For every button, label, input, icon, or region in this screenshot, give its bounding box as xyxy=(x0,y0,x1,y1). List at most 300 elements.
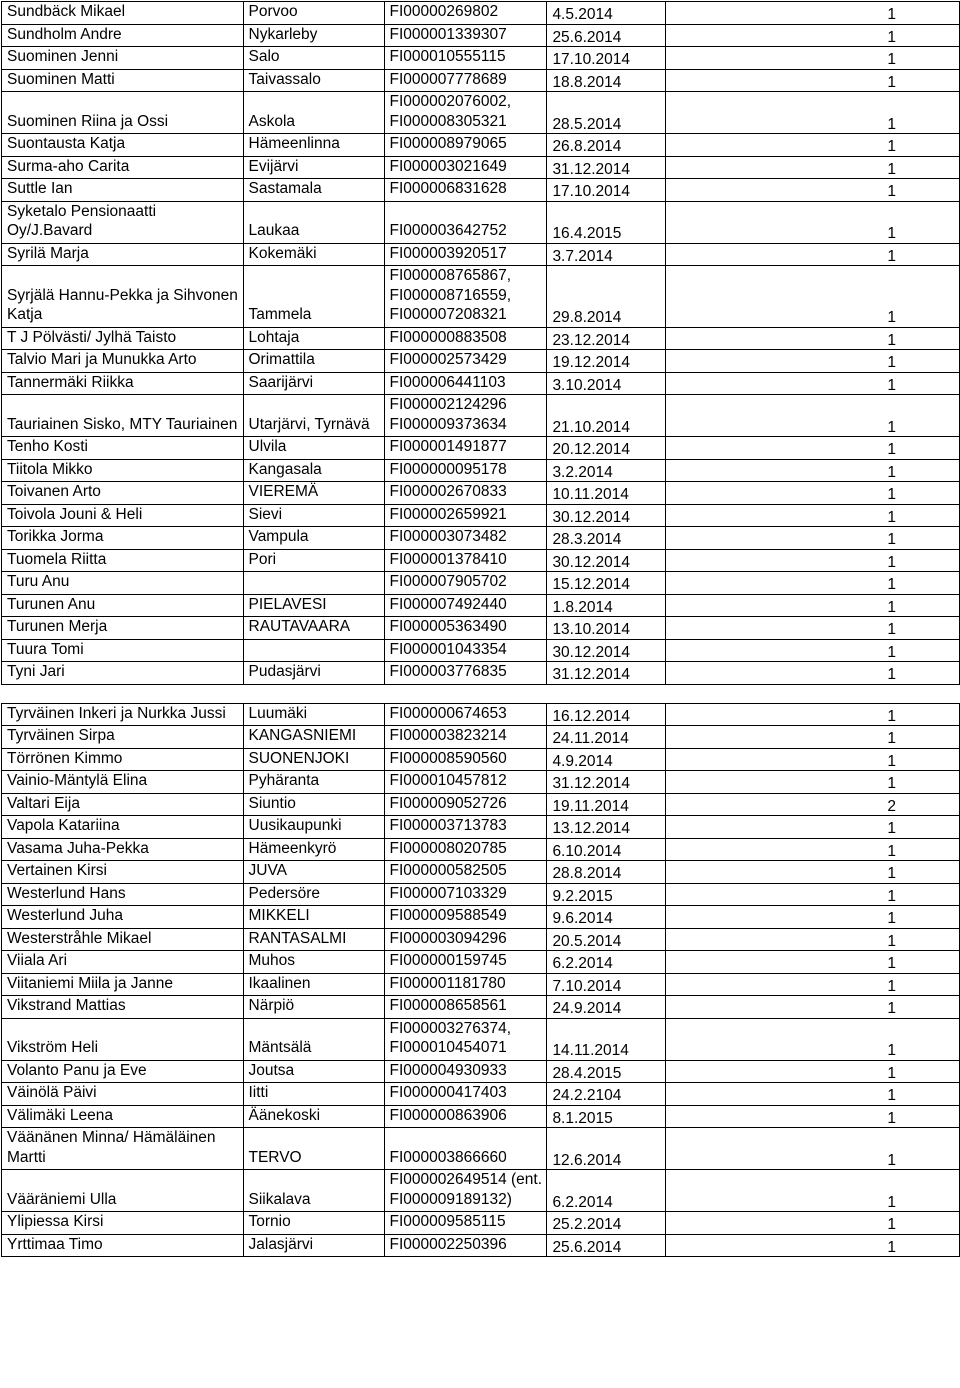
id-code-cell xyxy=(384,372,547,395)
municipality-cell xyxy=(243,703,384,726)
municipality-cell xyxy=(243,639,384,662)
id-code-cell xyxy=(384,549,547,572)
municipality-cell xyxy=(243,156,384,179)
id-code-text: FI000001491877 xyxy=(389,438,507,455)
owner-name-text: Tannermäki Riikka xyxy=(7,373,134,391)
count-cell xyxy=(666,156,960,179)
count-cell xyxy=(666,906,960,929)
table-row xyxy=(2,639,960,662)
municipality-cell xyxy=(243,1060,384,1083)
id-code-cell xyxy=(384,1170,547,1212)
owner-name-text: Turunen Anu xyxy=(7,595,96,613)
municipality-text: Iitti xyxy=(248,1084,269,1101)
id-code-text: FI000003920517 xyxy=(389,244,507,262)
owner-name-cell xyxy=(2,928,244,951)
owner-name-cell xyxy=(2,816,244,839)
municipality-text: Ikaalinen xyxy=(248,974,311,992)
municipality-text: KANGASNIEMI xyxy=(248,727,357,744)
date-text: 28.8.2014 xyxy=(552,865,622,882)
municipality-text: SUONENJOKI xyxy=(248,749,350,767)
municipality-cell xyxy=(243,726,384,749)
table-body xyxy=(2,2,960,1257)
id-code-cell xyxy=(384,838,547,861)
date-cell xyxy=(547,1170,666,1212)
count-cell xyxy=(666,504,960,527)
id-code-cell xyxy=(384,459,547,482)
municipality-text: Taivassalo xyxy=(248,70,321,88)
date-text: 1.8.2014 xyxy=(552,598,613,616)
count-text: 1 xyxy=(887,820,896,837)
owner-name-cell xyxy=(2,861,244,884)
owner-name-cell xyxy=(2,748,244,771)
owner-name-text: Toivanen Arto xyxy=(7,483,101,500)
count-text: 1 xyxy=(887,1087,896,1104)
count-text: 1 xyxy=(887,115,896,133)
count-text: 2 xyxy=(887,797,896,815)
table-row xyxy=(2,1018,960,1060)
date-cell xyxy=(547,906,666,929)
id-code-text: FI000009585115 xyxy=(389,1213,506,1230)
municipality-cell xyxy=(243,243,384,266)
date-cell xyxy=(547,482,666,505)
id-code-cell xyxy=(384,996,547,1019)
id-code-text: FI000008020785 xyxy=(389,839,507,857)
date-text: 4.5.2014 xyxy=(552,6,613,23)
id-code-text: FI000002250396 xyxy=(389,1235,507,1253)
owner-name-text: Yrttimaa Timo xyxy=(7,1235,103,1253)
municipality-cell xyxy=(243,372,384,395)
owner-name-cell xyxy=(2,883,244,906)
count-text: 1 xyxy=(887,463,896,481)
date-cell xyxy=(547,572,666,595)
spacer-cell xyxy=(666,684,960,703)
municipality-text: Pori xyxy=(248,550,277,568)
date-text: 16.4.2015 xyxy=(552,225,622,242)
owner-name-cell xyxy=(2,2,244,25)
municipality-cell xyxy=(243,996,384,1019)
owner-name-text: Vapola Katariina xyxy=(7,817,120,834)
owner-name-cell xyxy=(2,47,244,70)
municipality-text: Pedersöre xyxy=(248,884,321,902)
date-text: 24.11.2014 xyxy=(552,730,629,747)
table-row xyxy=(2,662,960,685)
table-row xyxy=(2,594,960,617)
id-code-cell xyxy=(384,973,547,996)
owner-name-cell xyxy=(2,639,244,662)
owner-name-cell xyxy=(2,350,244,373)
date-text: 25.6.2014 xyxy=(552,1238,622,1256)
count-text: 1 xyxy=(887,576,896,593)
id-code-cell xyxy=(384,662,547,685)
id-code-cell xyxy=(384,350,547,373)
table-row xyxy=(2,617,960,640)
date-text: 26.8.2014 xyxy=(552,138,622,155)
date-text: 31.12.2014 xyxy=(552,160,631,178)
municipality-text: Laukaa xyxy=(248,222,300,239)
owner-name-text: Tyrväinen Inkeri ja Nurkka Jussi xyxy=(7,704,226,722)
table-row xyxy=(2,179,960,202)
owner-name-cell xyxy=(2,266,244,328)
date-cell xyxy=(547,703,666,726)
municipality-text: Lohtaja xyxy=(248,328,300,346)
owner-name-text: Surma-aho Carita xyxy=(7,157,130,175)
count-cell xyxy=(666,951,960,974)
count-cell xyxy=(666,372,960,395)
id-code-text: FI000000095178 xyxy=(389,460,507,478)
owner-name-text: Volanto Panu ja Eve xyxy=(7,1061,147,1079)
date-text: 28.3.2014 xyxy=(552,531,622,548)
municipality-cell xyxy=(243,662,384,685)
id-code-text: FI000003276374, FI000010454071 xyxy=(389,1019,512,1056)
count-cell xyxy=(666,1128,960,1170)
date-text: 6.10.2014 xyxy=(552,842,622,860)
municipality-text: Pyhäranta xyxy=(248,772,320,789)
id-code-text: FI000002649514 (ent. FI000009189132) xyxy=(389,1171,543,1208)
date-cell xyxy=(547,996,666,1019)
date-cell xyxy=(547,92,666,134)
count-text: 1 xyxy=(887,887,896,905)
id-code-cell xyxy=(384,703,547,726)
date-cell xyxy=(547,395,666,437)
owner-name-text: Turu Anu xyxy=(7,573,70,590)
owner-name-text: Vainio-Mäntylä Elina xyxy=(7,772,148,789)
municipality-cell xyxy=(243,437,384,460)
table-row xyxy=(2,327,960,350)
count-cell xyxy=(666,395,960,437)
date-cell xyxy=(547,201,666,243)
date-text: 15.12.2014 xyxy=(552,576,631,593)
count-text: 1 xyxy=(887,183,896,200)
municipality-cell xyxy=(243,973,384,996)
municipality-cell xyxy=(243,838,384,861)
date-cell xyxy=(547,1018,666,1060)
id-code-text: FI000008979065 xyxy=(389,135,507,152)
date-text: 16.12.2014 xyxy=(552,707,631,725)
count-cell xyxy=(666,201,960,243)
count-text: 1 xyxy=(887,6,896,23)
municipality-text: Kokemäki xyxy=(248,244,317,262)
owner-name-text: Suontausta Katja xyxy=(7,135,126,152)
id-code-cell xyxy=(384,2,547,25)
table-row xyxy=(2,1060,960,1083)
id-code-text: FI000002573429 xyxy=(389,351,507,368)
id-code-cell xyxy=(384,327,547,350)
count-cell xyxy=(666,662,960,685)
municipality-cell xyxy=(243,459,384,482)
table-row xyxy=(2,1083,960,1106)
id-code-text: FI00000269802 xyxy=(389,3,499,20)
date-text: 28.5.2014 xyxy=(552,115,622,133)
owner-name-cell xyxy=(2,1105,244,1128)
count-cell xyxy=(666,350,960,373)
count-text: 1 xyxy=(887,531,896,548)
id-code-cell xyxy=(384,1234,547,1257)
date-cell xyxy=(547,928,666,951)
municipality-cell xyxy=(243,1212,384,1235)
date-text: 4.9.2014 xyxy=(552,752,613,770)
municipality-cell xyxy=(243,1083,384,1106)
municipality-text: Salo xyxy=(248,48,280,65)
municipality-cell xyxy=(243,594,384,617)
count-text: 1 xyxy=(887,418,896,436)
id-code-cell xyxy=(384,748,547,771)
date-cell xyxy=(547,883,666,906)
count-cell xyxy=(666,1060,960,1083)
date-text: 30.12.2014 xyxy=(552,553,631,571)
owner-name-text: Törrönen Kimmo xyxy=(7,749,123,767)
date-cell xyxy=(547,838,666,861)
municipality-text: RAUTAVAARA xyxy=(248,618,351,635)
id-code-text: FI000009588549 xyxy=(389,907,507,924)
id-code-text: FI000004930933 xyxy=(389,1061,507,1079)
count-text: 1 xyxy=(887,955,896,972)
municipality-cell xyxy=(243,395,384,437)
owner-name-cell xyxy=(2,437,244,460)
table-row xyxy=(2,906,960,929)
id-code-text: FI000008765867, FI000008716559, FI000007208321 xyxy=(389,267,512,323)
municipality-text: PIELAVESI xyxy=(248,595,327,613)
id-code-cell xyxy=(384,1060,547,1083)
count-cell xyxy=(666,69,960,92)
owner-name-text: Vikström Heli xyxy=(7,1039,99,1056)
date-text: 24.2.2104 xyxy=(552,1087,622,1104)
count-text: 1 xyxy=(887,486,896,503)
count-text: 1 xyxy=(887,553,896,571)
date-text: 13.10.2014 xyxy=(552,621,631,638)
municipality-cell xyxy=(243,617,384,640)
date-cell xyxy=(547,726,666,749)
owner-name-text: Westerlund Hans xyxy=(7,884,126,902)
id-code-cell xyxy=(384,47,547,70)
count-cell xyxy=(666,793,960,816)
municipality-text: Tornio xyxy=(248,1213,291,1230)
date-cell xyxy=(547,861,666,884)
owner-name-cell xyxy=(2,1060,244,1083)
table-row xyxy=(2,549,960,572)
owner-name-text: Sundbäck Mikael xyxy=(7,3,126,20)
municipality-cell xyxy=(243,951,384,974)
id-code-cell xyxy=(384,816,547,839)
owner-name-cell xyxy=(2,92,244,134)
municipality-text: Äänekoski xyxy=(248,1106,321,1124)
owner-name-cell xyxy=(2,395,244,437)
count-text: 1 xyxy=(887,225,896,242)
count-text: 1 xyxy=(887,354,896,371)
owner-name-cell xyxy=(2,838,244,861)
date-text: 25.6.2014 xyxy=(552,28,622,46)
count-text: 1 xyxy=(887,598,896,616)
count-text: 1 xyxy=(887,51,896,68)
date-text: 30.12.2014 xyxy=(552,643,631,661)
date-cell xyxy=(547,951,666,974)
id-code-cell xyxy=(384,1128,547,1170)
owner-name-text: Tenho Kosti xyxy=(7,438,88,455)
id-code-cell xyxy=(384,395,547,437)
municipality-cell xyxy=(243,1234,384,1257)
id-code-cell xyxy=(384,156,547,179)
id-code-cell xyxy=(384,951,547,974)
date-cell xyxy=(547,179,666,202)
date-cell xyxy=(547,816,666,839)
date-text: 31.12.2014 xyxy=(552,775,631,792)
id-code-cell xyxy=(384,1212,547,1235)
owner-name-cell xyxy=(2,549,244,572)
date-cell xyxy=(547,594,666,617)
id-code-text: FI000010555115 xyxy=(389,48,506,65)
municipality-text: Uusikaupunki xyxy=(248,817,342,834)
municipality-text: Orimattila xyxy=(248,351,315,368)
date-cell xyxy=(547,243,666,266)
municipality-text: Hämeenlinna xyxy=(248,135,340,152)
owner-name-cell xyxy=(2,482,244,505)
owner-name-text: Tyrväinen Sirpa xyxy=(7,727,115,744)
id-code-text: FI000000674653 xyxy=(389,704,507,722)
count-text: 1 xyxy=(887,1216,896,1233)
date-cell xyxy=(547,793,666,816)
owner-name-cell xyxy=(2,134,244,157)
count-text: 1 xyxy=(887,1109,896,1127)
count-cell xyxy=(666,883,960,906)
owner-name-text: Tiitola Mikko xyxy=(7,460,93,478)
owner-name-cell xyxy=(2,24,244,47)
date-cell xyxy=(547,639,666,662)
owner-name-text: Valtari Eija xyxy=(7,794,80,812)
id-code-cell xyxy=(384,883,547,906)
owner-name-text: Sundholm Andre xyxy=(7,25,122,43)
owner-name-text: Tyni Jari xyxy=(7,663,65,680)
count-cell xyxy=(666,92,960,134)
owner-name-text: Väänänen Minna/ Hämäläinen Martti xyxy=(7,1129,216,1166)
owner-name-text: Tuomela Riitta xyxy=(7,550,107,568)
spacer-cell xyxy=(243,684,384,703)
owner-name-cell xyxy=(2,703,244,726)
count-cell xyxy=(666,1018,960,1060)
count-cell xyxy=(666,437,960,460)
owner-name-cell xyxy=(2,1083,244,1106)
id-code-cell xyxy=(384,243,547,266)
date-cell xyxy=(547,266,666,328)
municipality-cell xyxy=(243,92,384,134)
date-text: 14.11.2014 xyxy=(552,1042,629,1059)
municipality-text: Nykarleby xyxy=(248,25,318,43)
count-cell xyxy=(666,1105,960,1128)
date-text: 20.5.2014 xyxy=(552,932,622,950)
id-code-text: FI000003866660 xyxy=(389,1148,507,1166)
id-code-cell xyxy=(384,69,547,92)
id-code-text: FI000003823214 xyxy=(389,727,507,744)
owner-name-cell xyxy=(2,459,244,482)
municipality-cell xyxy=(243,906,384,929)
count-text: 1 xyxy=(887,621,896,638)
owner-name-cell xyxy=(2,201,244,243)
count-text: 1 xyxy=(887,977,896,995)
municipality-text: Tammela xyxy=(248,306,312,323)
date-text: 19.12.2014 xyxy=(552,354,631,371)
municipality-text: Utarjärvi, Tyrnävä xyxy=(248,415,370,433)
owner-name-cell xyxy=(2,327,244,350)
count-cell xyxy=(666,1212,960,1235)
count-text: 1 xyxy=(887,28,896,46)
spacer-cell xyxy=(547,684,666,703)
municipality-cell xyxy=(243,201,384,243)
date-cell xyxy=(547,327,666,350)
count-cell xyxy=(666,703,960,726)
municipality-cell xyxy=(243,883,384,906)
count-cell xyxy=(666,572,960,595)
date-cell xyxy=(547,350,666,373)
table-row xyxy=(2,201,960,243)
date-text: 23.12.2014 xyxy=(552,331,631,349)
table-row xyxy=(2,243,960,266)
date-text: 18.8.2014 xyxy=(552,73,622,91)
table-row xyxy=(2,69,960,92)
owner-name-cell xyxy=(2,69,244,92)
date-cell xyxy=(547,973,666,996)
owner-name-cell xyxy=(2,793,244,816)
count-cell xyxy=(666,928,960,951)
municipality-text: Porvoo xyxy=(248,3,298,20)
count-cell xyxy=(666,482,960,505)
owner-name-cell xyxy=(2,951,244,974)
municipality-cell xyxy=(243,572,384,595)
municipality-cell xyxy=(243,134,384,157)
table-row xyxy=(2,266,960,328)
table-row xyxy=(2,482,960,505)
municipality-text: Sastamala xyxy=(248,180,322,197)
count-text: 1 xyxy=(887,775,896,792)
owner-name-cell xyxy=(2,617,244,640)
id-code-cell xyxy=(384,1018,547,1060)
municipality-text: Kangasala xyxy=(248,460,322,478)
date-cell xyxy=(547,527,666,550)
count-cell xyxy=(666,459,960,482)
count-cell xyxy=(666,549,960,572)
id-code-cell xyxy=(384,928,547,951)
owner-name-text: Suominen Jenni xyxy=(7,48,119,65)
id-code-text: FI000002124296 FI000009373634 xyxy=(389,396,507,433)
municipality-text: VIEREMÄ xyxy=(248,483,319,500)
count-cell xyxy=(666,1083,960,1106)
owner-name-cell xyxy=(2,527,244,550)
count-cell xyxy=(666,973,960,996)
owner-name-text: Vikstrand Mattias xyxy=(7,997,126,1014)
id-code-text: FI000002076002, FI000008305321 xyxy=(389,93,512,130)
count-cell xyxy=(666,816,960,839)
date-text: 24.9.2014 xyxy=(552,1000,622,1017)
id-code-text: FI000010457812 xyxy=(389,772,507,789)
owner-name-text: Westerlund Juha xyxy=(7,907,124,924)
table-row xyxy=(2,437,960,460)
owner-name-cell xyxy=(2,156,244,179)
id-code-text: FI000000582505 xyxy=(389,862,507,879)
municipality-cell xyxy=(243,861,384,884)
count-cell xyxy=(666,527,960,550)
date-cell xyxy=(547,437,666,460)
date-text: 20.12.2014 xyxy=(552,441,631,458)
count-cell xyxy=(666,1170,960,1212)
id-code-text: FI000001043354 xyxy=(389,640,507,658)
date-cell xyxy=(547,1212,666,1235)
table-row xyxy=(2,459,960,482)
municipality-cell xyxy=(243,266,384,328)
spacer-row xyxy=(2,684,960,703)
id-code-text: FI000007492440 xyxy=(389,595,507,613)
date-text: 6.2.2014 xyxy=(552,1193,613,1211)
id-code-cell xyxy=(384,594,547,617)
id-code-text: FI000000883508 xyxy=(389,328,507,346)
municipality-cell xyxy=(243,549,384,572)
table-row xyxy=(2,861,960,884)
